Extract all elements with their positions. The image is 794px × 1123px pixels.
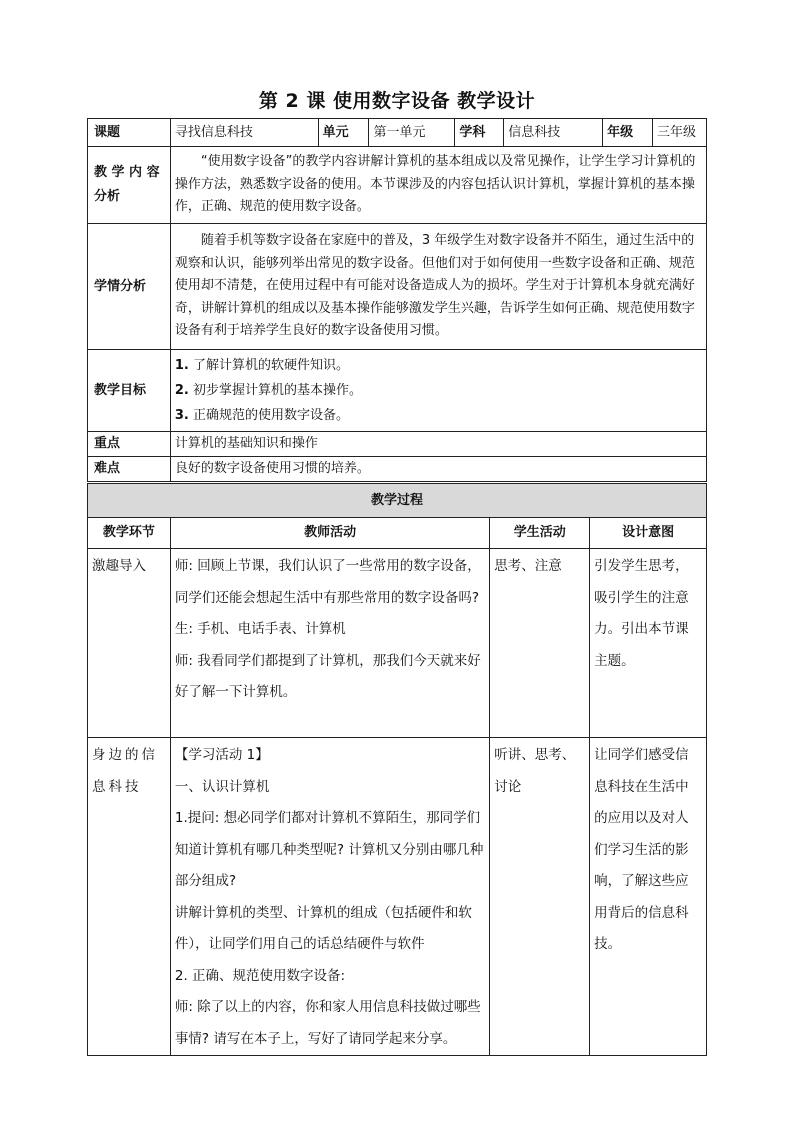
student-activity-cell: 思考、注意 [490, 549, 590, 738]
grade-label: 年级 [603, 119, 653, 147]
subject-label: 学科 [455, 119, 504, 147]
lesson-info-table [87, 118, 707, 482]
student-activity-cell: 听讲、思考、讨论 [490, 738, 590, 1056]
info-row-learner [88, 224, 707, 350]
learner-analysis-label: 学情分析 [88, 224, 171, 350]
goal-number: 3. [174, 408, 189, 423]
info-row-content [88, 147, 707, 224]
teacher-line: 一、认识计算机 [174, 778, 270, 795]
unit-value: 第一单元 [369, 119, 455, 147]
unit-label: 单元 [318, 119, 369, 147]
design-intent-cell: 引发学生思考，吸引学生的注意力。引出本节课主题。 [590, 549, 707, 738]
process-title: 教学过程 [88, 484, 707, 518]
content-analysis-label: 教 学 内 容 分析 [88, 147, 171, 224]
difficulty-text: 良好的数字设备使用习惯的培养。 [170, 457, 706, 482]
header-stage: 教学环节 [88, 518, 171, 549]
teacher-line: 2. 正确、规范使用数字设备: [174, 967, 346, 984]
teacher-line: 1.提问: 想必同学们都对计算机不算陌生，那同学们知道计算机有哪几种类型呢? 计算机又分别由哪几种部分组成? [174, 810, 484, 889]
process-row [88, 549, 707, 738]
goal-number: 2. [174, 383, 189, 398]
learner-analysis-text: 随着手机等数字设备在家庭中的普及，3 年级学生对数字设备并不陌生，通过生活中的观察和认识，能够列举出常见的数字设备。但他们对于如何使用一些数字设备和正确、规范使用却不清楚，在使用过程中有可能对设备造成人为的损坏。学生对于计算机本身就充满好奇，讲解计算机的组成以及基本操作能够激发学生兴趣，告诉学生如何正确、规范使用数字设备有利于培养学生良好的数字设备使用习惯。 [170, 224, 706, 350]
goal-number: 1. [174, 358, 189, 373]
process-row [88, 738, 707, 1056]
teacher-line: 生: 手机、电话手表、计算机 [174, 621, 346, 637]
teaching-process-table [87, 483, 707, 1056]
subject-value: 信息科技 [504, 119, 603, 147]
difficulty-label: 难点 [88, 457, 171, 482]
teacher-line: 师: 除了以上的内容，你和家人用信息科技做过哪些事情? 请写在本子上，写好了请同学起来分享。 [174, 999, 481, 1047]
header-teacher: 教师活动 [170, 518, 489, 549]
goal-text: 初步掌握计算机的基本操作。 [192, 383, 362, 398]
info-row-difficulty [88, 457, 707, 482]
header-student: 学生活动 [490, 518, 590, 549]
teacher-line: 讲解计算机的类型、计算机的组成（包括硬件和软件），让同学们用自己的话总结硬件与软件 [174, 904, 472, 952]
goal-item [175, 403, 702, 428]
process-title-row [88, 484, 707, 518]
goals-label: 教学目标 [88, 350, 171, 432]
teacher-activity-cell [170, 738, 489, 1056]
teacher-line: 师: 我看同学们都提到了计算机，那我们今天就来好好了解一下计算机。 [174, 652, 481, 700]
teacher-activity-cell [170, 549, 489, 738]
topic-label: 课题 [88, 119, 171, 147]
topic-value: 寻找信息科技 [170, 119, 318, 147]
document-title: 第 2 课 使用数字设备 教学设计 [258, 90, 536, 112]
info-row-key [88, 432, 707, 457]
header-intent: 设计意图 [590, 518, 707, 549]
goals-list [170, 350, 706, 432]
content-analysis-text: “使用数字设备”的教学内容讲解计算机的基本组成以及常见操作，让学生学习计算机的操作方法，熟悉数字设备的使用。本节课涉及的内容包括认识计算机，掌握计算机的基本操作，正确、规范的使用数字设备。 [170, 147, 706, 224]
info-row-goals [88, 350, 707, 432]
key-point-text: 计算机的基础知识和操作 [170, 432, 706, 457]
stage-cell: 激趣导入 [88, 549, 171, 738]
info-row-basic [88, 119, 707, 147]
process-header-row [88, 518, 707, 549]
key-point-label: 重点 [88, 432, 171, 457]
goal-text: 正确规范的使用数字设备。 [192, 408, 349, 423]
goal-item [175, 353, 702, 378]
stage-cell: 身边的信息科技 [88, 738, 171, 1056]
teacher-line: 【学习活动 1】 [174, 747, 269, 763]
goal-item [175, 378, 702, 403]
grade-value: 三年级 [653, 119, 707, 147]
teacher-line: 师: 回顾上节课，我们认识了一些常用的数字设备，同学们还能会想起生活中有那些常用的数字设备吗? [174, 558, 481, 606]
goal-text: 了解计算机的软硬件知识。 [192, 358, 349, 373]
design-intent-cell: 让同学们感受信息科技在生活中的应用以及对人们学习生活的影响，了解这些应用背后的信息科技。 [590, 738, 707, 1056]
